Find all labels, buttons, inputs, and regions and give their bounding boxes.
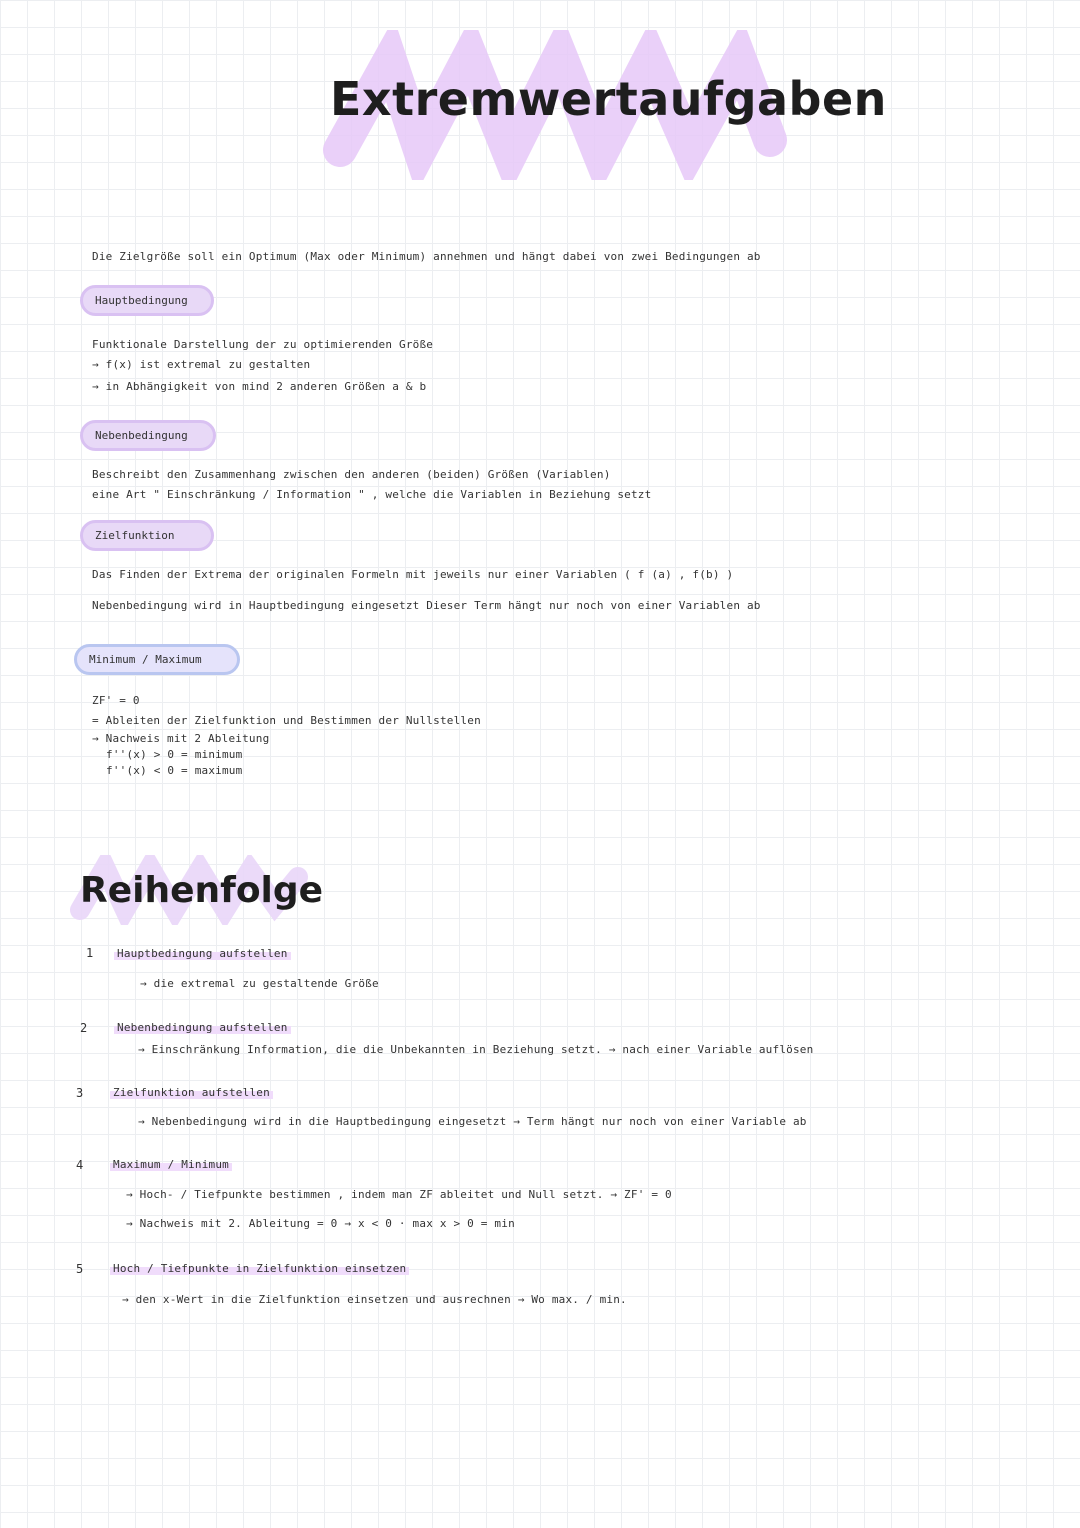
zielfunktion-label: Zielfunktion <box>80 520 214 551</box>
step-5-line-1: → den x-Wert in die Zielfunktion einsetzen und ausrechnen → Wo max. / min. <box>122 1293 627 1306</box>
step-3-number: 3 <box>76 1086 84 1100</box>
minmax-line-4: f''(x) > 0 = minimum <box>106 748 243 761</box>
hauptbedingung-line-3: → in Abhängigkeit von mind 2 anderen Größen a & b <box>92 380 427 393</box>
step-2-number: 2 <box>80 1021 88 1035</box>
step-1-number: 1 <box>86 946 94 960</box>
step-1-line-1: → die extremal zu gestaltende Größe <box>140 977 379 990</box>
step-5-number: 5 <box>76 1262 84 1276</box>
hauptbedingung-label: Hauptbedingung <box>80 285 214 316</box>
step-1-heading: Hauptbedingung aufstellen <box>114 947 291 960</box>
minmax-label: Minimum / Maximum <box>74 644 240 675</box>
minmax-line-1: ZF' = 0 <box>92 694 140 707</box>
step-4-number: 4 <box>76 1158 84 1172</box>
step-4-line-2: → Nachweis mit 2. Ableitung = 0 → x < 0 · max x > 0 = min <box>126 1217 515 1230</box>
minmax-line-3: → Nachweis mit 2 Ableitung <box>92 732 270 745</box>
step-2-heading: Nebenbedingung aufstellen <box>114 1021 291 1034</box>
hauptbedingung-line-2: → f(x) ist extremal zu gestalten <box>92 358 311 371</box>
step-3-heading: Zielfunktion aufstellen <box>110 1086 273 1099</box>
page-title: Extremwertaufgaben <box>330 72 887 126</box>
reihenfolge-title: Reihenfolge <box>80 870 324 911</box>
minmax-line-2: = Ableiten der Zielfunktion und Bestimmen der Nullstellen <box>92 714 481 727</box>
step-4-line-1: → Hoch- / Tiefpunkte bestimmen , indem man ZF ableitet und Null setzt. → ZF' = 0 <box>126 1188 672 1201</box>
nebenbedingung-label: Nebenbedingung <box>80 420 216 451</box>
zielfunktion-line-2: Nebenbedingung wird in Hauptbedingung eingesetzt Dieser Term hängt nur noch von einer Variablen ab <box>92 599 761 612</box>
step-5-heading: Hoch / Tiefpunkte in Zielfunktion einsetzen <box>110 1262 409 1275</box>
minmax-line-5: f''(x) < 0 = maximum <box>106 764 243 777</box>
zielfunktion-line-1: Das Finden der Extrema der originalen Formeln mit jeweils nur einer Variablen ( f (a) , f(b) ) <box>92 568 734 581</box>
step-4-heading: Maximum / Minimum <box>110 1158 232 1171</box>
intro-text: Die Zielgröße soll ein Optimum (Max oder Minimum) annehmen und hängt dabei von zwei Bedingungen ab <box>92 250 761 263</box>
nebenbedingung-line-1: Beschreibt den Zusammenhang zwischen den anderen (beiden) Größen (Variablen) <box>92 468 611 481</box>
step-3-line-1: → Nebenbedingung wird in die Hauptbedingung eingesetzt → Term hängt nur noch von einer Variable ab <box>138 1115 807 1128</box>
nebenbedingung-line-2: eine Art " Einschränkung / Information " , welche die Variablen in Beziehung setzt <box>92 488 652 501</box>
hauptbedingung-line-1: Funktionale Darstellung der zu optimierenden Größe <box>92 338 434 351</box>
step-2-line-1: → Einschränkung Information, die die Unbekannten in Beziehung setzt. → nach einer Variable auflösen <box>138 1043 814 1056</box>
